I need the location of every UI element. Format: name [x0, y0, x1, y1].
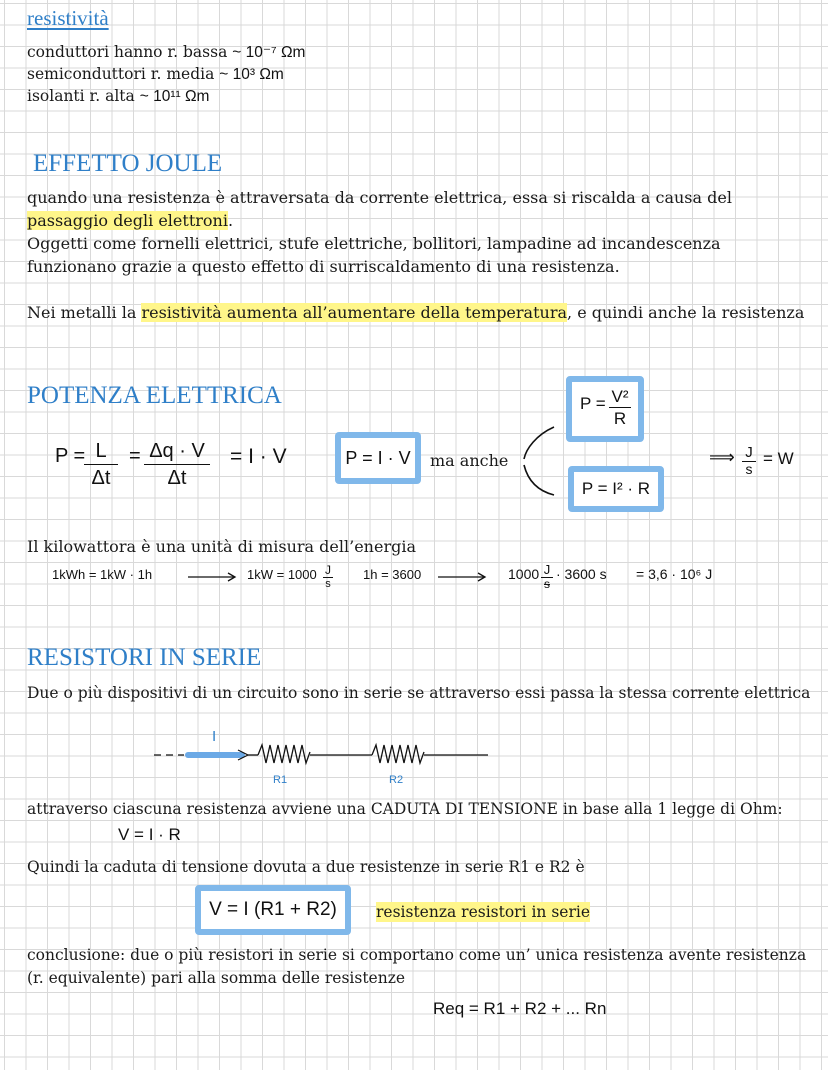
resistor-r2-label: R2: [389, 774, 404, 786]
resistivity-line-conductors: [27, 41, 305, 64]
series-boxed-note: resistenza resistori in serie: [376, 903, 591, 921]
kwh-intro: Il kilowattora è una unità di misura dell’energia: [27, 537, 416, 556]
resistivity-line-semiconductors: [27, 63, 284, 86]
bracket-lower: [524, 465, 554, 495]
power-fraction-l-dt: [84, 438, 118, 491]
resistivity-line-text: conduttori hanno r. bassa: [27, 43, 228, 61]
power-watt: = W: [763, 449, 794, 468]
kwh-fraction-js-2: [541, 563, 553, 591]
current-label: I: [212, 728, 217, 745]
fraction-numerator: V²: [609, 386, 631, 408]
kwh-step-2: 1kW = 1000: [247, 567, 317, 582]
fraction-denominator: s: [745, 461, 753, 477]
joule-paragraph-3: [27, 301, 812, 324]
power-bracket: [522, 425, 556, 497]
fraction-numerator: J: [541, 563, 553, 578]
resistivity-value: ~ 10¹¹ Ωm: [139, 88, 210, 105]
series-paragraph-3: Quindi la caduta di tensione dovuta a due resistenze in serie R1 e R2 è: [27, 858, 585, 876]
resistivity-value: ~ 10³ Ωm: [219, 66, 284, 83]
fraction-denominator: Δt: [91, 467, 111, 489]
kwh-step-1: 1kWh = 1kW · 1h: [52, 567, 153, 582]
kwh-step-4: 1000: [508, 566, 540, 582]
resistivity-title: resistività: [27, 6, 109, 30]
fraction-denominator: R: [613, 409, 627, 428]
fraction-denominator: s: [544, 577, 550, 591]
fraction-denominator: s: [325, 578, 331, 590]
kwh-result: = 3,6 · 10⁶ J: [636, 566, 713, 582]
kwh-step-4-seconds: · 3600 s: [556, 566, 607, 582]
kwh-step-3: 1h = 3600: [363, 567, 422, 582]
power-iv: = I · V: [230, 445, 287, 468]
power-implies: ⟹: [709, 447, 735, 467]
power-ma-anche: ma anche: [430, 451, 509, 470]
resistivity-line-text: semiconduttori r. media: [27, 65, 215, 83]
series-ohm-law: V = I · R: [118, 825, 181, 844]
power-fraction-dq-dt: [144, 438, 210, 491]
resistivity-value: ~ 10⁻⁷ Ωm: [232, 44, 306, 61]
series-circuit-diagram: [150, 730, 495, 790]
joule-paragraph-1: [27, 186, 812, 232]
resistor-r2: [372, 745, 424, 763]
series-boxed-formula: V = I (R1 + R2): [195, 885, 351, 935]
fraction-denominator: Δt: [167, 467, 187, 489]
power-title: POTENZA ELETTRICA: [27, 382, 282, 409]
power-boxed-i2r: P = I² · R: [568, 466, 664, 512]
resistor-r1: [258, 745, 310, 763]
joule-p3-text: Nei metalli la: [27, 303, 142, 322]
power-fraction-js: [742, 445, 756, 477]
power-equals: =: [129, 445, 141, 467]
kwh-fraction-js: [323, 564, 333, 590]
power-p-equals: P =: [55, 445, 86, 467]
series-paragraph-4: conclusione: due o più resistori in serie si comportano come un’ unica resistenza avente resistenza (r. equivalente) pari alla somma delle resistenze: [27, 946, 807, 987]
arrow-right-icon: [438, 572, 488, 582]
fraction-numerator: J: [742, 445, 756, 462]
joule-paragraph-2: Oggetti come fornelli elettrici, stufe elettriche, bollitori, lampadine ad incandescenza funzionano grazie a questo effetto di surriscaldamento di una resistenza.: [27, 234, 721, 276]
resistor-r1-label: R1: [273, 774, 288, 786]
joule-p1-text: quando una resistenza è attraversata da corrente elettrica, essa si riscalda a causa del: [27, 188, 732, 207]
arrow-right-icon: [188, 572, 238, 582]
series-equivalent-resistance: Req = R1 + R2 + ... Rn: [433, 999, 607, 1018]
bracket-upper: [524, 427, 554, 459]
joule-p3-end: , e quindi anche la resistenza: [567, 303, 805, 322]
v2r-fraction: [609, 386, 631, 429]
joule-title: EFFETTO JOULE: [33, 150, 223, 177]
resistivity-line-text: isolanti r. alta: [27, 87, 135, 105]
v2r-p: P =: [580, 394, 606, 413]
fraction-numerator: J: [325, 563, 331, 577]
joule-p1-highlight: passaggio degli elettroni: [27, 211, 228, 230]
resistivity-line-insulators: [27, 85, 209, 108]
fraction-numerator: L: [84, 438, 118, 465]
power-boxed-iv: P = I · V: [335, 432, 421, 484]
joule-p1-end: .: [227, 211, 234, 230]
series-paragraph-1: Due o più dispositivi di un circuito sono in serie se attraverso essi passa la stessa corrente elettrica: [27, 684, 811, 702]
joule-p3-highlight: resistività aumenta all’aumentare della temperatura: [141, 303, 568, 322]
fraction-numerator: Δq · V: [144, 438, 210, 465]
series-title: RESISTORI IN SERIE: [27, 644, 262, 671]
power-boxed-v2r: [566, 376, 644, 442]
series-paragraph-2: attraverso ciascuna resistenza avviene una CADUTA DI TENSIONE in base alla 1 legge di Ohm:: [27, 800, 783, 818]
